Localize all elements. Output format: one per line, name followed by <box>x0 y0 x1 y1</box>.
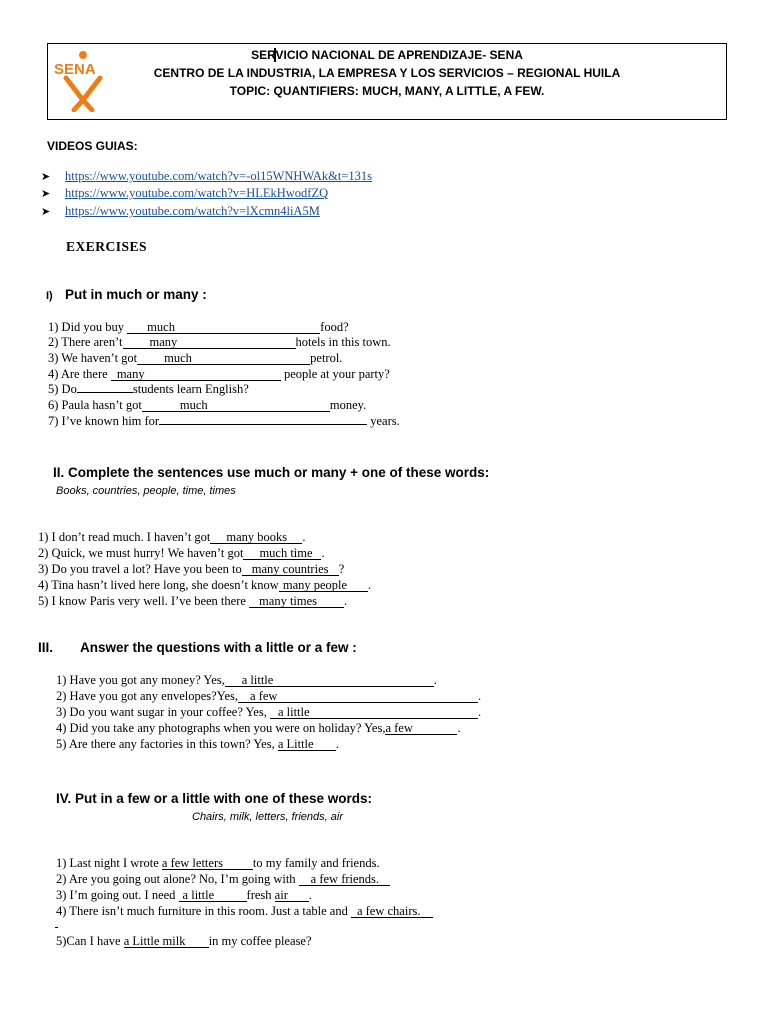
header-line-3: TOPIC: QUANTIFIERS: MUCH, MANY, A LITTLE, A FEW. <box>229 84 545 98</box>
s4-item-4: 4) There isn’t much furniture in this room. Just a table and a few chairs. <box>56 904 433 919</box>
s3-item-1: 1) Have you got any money? Yes, a little . <box>56 673 437 687</box>
section-1-title: Put in much or many : <box>65 287 207 302</box>
s4-item-2: 2) Are you going out alone? No, I’m going with a few friends. <box>56 872 390 887</box>
document-header <box>47 43 727 120</box>
s3-item-3: 3) Do you want sugar in your coffee? Yes, a little . <box>56 705 482 719</box>
s2-item-1: 1) I don’t read much. I haven’t got many books . <box>38 530 306 544</box>
stray-dash <box>55 927 58 928</box>
arrow-bullet-icon: ➤ <box>41 170 51 183</box>
s1-item-7: 7) I’ve known him for years. <box>48 414 400 428</box>
section-3-number: III. <box>38 640 54 655</box>
s2-item-3: 3) Do you travel a lot? Have you been to many countries ? <box>38 562 345 576</box>
s1-item-6: 6) Paula hasn’t got much money. <box>48 398 367 412</box>
video-link-2[interactable]: https://www.youtube.com/watch?v=HLEkHwodfZQ <box>65 186 329 200</box>
s1-item-1: 1) Did you buy much food? <box>48 320 349 334</box>
s1-item-5: 5) Do students learn English? <box>48 382 249 396</box>
section-4-title: IV. Put in a few or a little with one of these words: <box>56 791 373 806</box>
section-3-title: Answer the questions with a little or a few : <box>80 640 357 655</box>
s3-item-5: 5) Are there any factories in this town? Yes, a Little . <box>56 737 339 751</box>
s1-item-4: 4) Are there many people at your party? <box>48 367 390 381</box>
s4-item-1: 1) Last night I wrote a few letters to my family and friends. <box>56 856 380 870</box>
section-4-word-list: Chairs, milk, letters, friends, air <box>192 811 343 823</box>
header-line-1: SERVICIO NACIONAL DE APRENDIZAJE- SENA <box>251 48 523 62</box>
section-2-word-list: Books, countries, people, time, times <box>56 485 236 497</box>
video-link-3[interactable]: https://www.youtube.com/watch?v=lXcmn4liA5M <box>65 204 320 218</box>
video-link-1[interactable]: https://www.youtube.com/watch?v=-ol15WNHWAk&t=131s <box>65 169 372 183</box>
s2-item-5: 5) I know Paris very well. I’ve been there many times . <box>38 594 348 608</box>
section-2-title: II. Complete the sentences use much or many + one of these words: <box>53 465 490 480</box>
s3-item-2: 2) Have you got any envelopes?Yes, a few . <box>56 689 482 703</box>
logo-text: SENA <box>54 61 96 78</box>
s1-item-3: 3) We haven’t got much petrol. <box>48 351 343 365</box>
s2-item-4: 4) Tina hasn’t lived here long, she doesn’t know many people . <box>38 578 371 592</box>
arrow-bullet-icon: ➤ <box>41 187 51 200</box>
exercises-heading: EXERCISES <box>66 239 148 254</box>
s2-item-2: 2) Quick, we must hurry! We haven’t got much time . <box>38 546 325 560</box>
section-1-number: I) <box>46 290 53 302</box>
s4-item-3: 3) I’m going out. I need a little fresh air . <box>56 888 312 902</box>
arrow-bullet-icon: ➤ <box>41 205 51 218</box>
videos-heading: VIDEOS GUIAS: <box>47 139 138 153</box>
s3-item-4: 4) Did you take any photographs when you were on holiday? Yes,a few . <box>56 721 461 735</box>
s4-item-5: 5)Can I have a Little milk in my coffee please? <box>56 934 312 948</box>
s1-item-2: 2) There aren’t many hotels in this town. <box>48 335 391 349</box>
header-line-2: CENTRO DE LA INDUSTRIA, LA EMPRESA Y LOS SERVICIOS – REGIONAL HUILA <box>153 66 621 80</box>
